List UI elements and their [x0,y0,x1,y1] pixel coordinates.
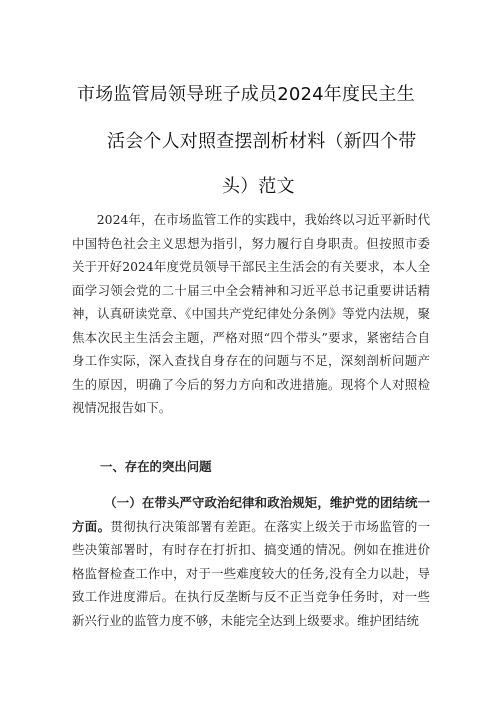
intro-paragraph: 2024年，在市场监管工作的实践中，我始终以习近平新时代中国特色社会主义思想为指引，努力履行自身职责。但按照市委关于开好2024年度党员领导干部民主生活会的有关要求，本人全面学习领会党的二十届三中全会精神和习近平总书记重要讲话精神，认真研读党章、《中国共产党纪律处分条例》等党内法规，聚焦本次民主生活会主题，严格对照“四个带头”要求，紧密结合自身工作实际，深入查找自身存在的问题与不足，深刻剖析问题产生的原因，明确了今后的努力方向和改进措施。现将个人对照检视情况报告如下。 [72,212,430,415]
document-title-line-1: 市场监管局领导班子成员2024年度民主生 [77,84,415,105]
document-title-line-3: 头）范文 [222,176,295,197]
subsection-lead: （一）在带头严守政治纪律和政治规矩，维护党的团结统一方面。 [72,495,430,534]
section-heading: 一、存在的突出问题 [100,459,212,474]
document-title-line-2: 活会个人对照查摆剖析材料（新四个带 [107,131,417,152]
subsection-paragraph [72,491,430,632]
subsection-body: 贯彻执行决策部署有差距。在落实上级关于市场监管的一些决策部署时，有时存在打折扣、搞变通的情况。例如在推进价格监督检查工作中，对于一些难度较大的任务,没有全力以赴，导致工作进度滞后。在执行反垄断与反不正当竞争任务时，对一些新兴行业的监管力度不够，未能完全达到上级要求。维护团结统 [72,518,431,628]
